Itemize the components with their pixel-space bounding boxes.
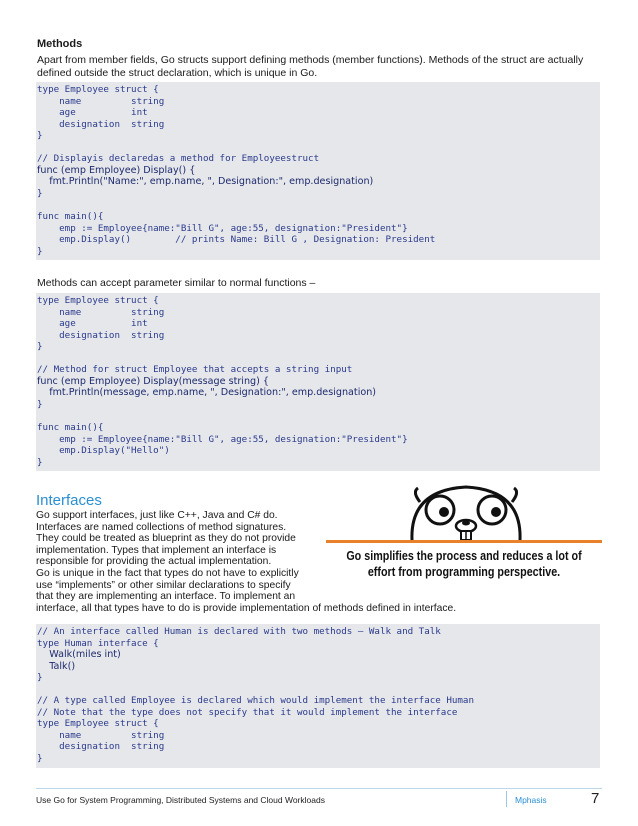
code-line: designation string [37, 741, 165, 753]
footer-separator [506, 791, 507, 807]
section-heading-interfaces: Interfaces [36, 492, 102, 509]
code-comment: // Displayis declaredas a method for Employeestruct [37, 153, 320, 165]
code-comment: // Method for struct Employee that accepts a string input [37, 364, 353, 376]
code-line: fmt.Println(message, emp.name, ", Designation:", emp.designation) [37, 387, 377, 399]
code-block-interfaces [36, 624, 600, 768]
methods-intro-line: Apart from member fields, Go structs support defining methods (member functions). Methods of the struct are actually [37, 54, 584, 66]
code-line [37, 410, 600, 422]
callout-text [345, 548, 582, 580]
code-line: } [37, 341, 43, 353]
code-line: func main(){ [37, 211, 104, 223]
interfaces-line: use “implements” or other similar declarations to specify [36, 579, 291, 591]
methods-intro [37, 54, 603, 80]
section-heading-methods: Methods [37, 38, 83, 50]
callout-line: Go simplifies the process and reduces a lot of [346, 549, 582, 563]
code-line: } [37, 245, 43, 257]
code-line: } [37, 753, 43, 765]
code-line [37, 353, 600, 365]
code-line: } [37, 456, 43, 468]
code-block-method-params [36, 293, 600, 471]
interfaces-line: responsible for providing the actual implementation. [36, 556, 272, 568]
code-line: name string [37, 729, 165, 741]
interfaces-line: Interfaces are named collections of method signatures. [36, 521, 287, 533]
interfaces-line: implementation. Types that implement an interface is [36, 544, 277, 556]
code-line: func main(){ [37, 422, 104, 434]
code-line: name string [37, 306, 165, 318]
code-line [37, 199, 600, 211]
code-line: emp := Employee{name:"Bill G", age:55, designation:"President"} [37, 433, 408, 445]
footer-divider [36, 788, 602, 789]
code-line: type Human interface { [37, 637, 159, 649]
methods-intro-line: defined outside the struct declaration, which is unique in Go. [37, 67, 318, 79]
gopher-callout [326, 482, 602, 588]
code-line: emp := Employee{name:"Bill G", age:55, designation:"President"} [37, 222, 408, 234]
code-line: Talk() [37, 660, 76, 672]
code-line [37, 684, 600, 696]
interfaces-line: They could be treated as blueprint as they do not provide [36, 533, 296, 545]
code-line: } [37, 187, 43, 199]
interfaces-line: that they are implementing an interface. To implement an [36, 591, 296, 603]
callout-line: effort from programming perspective. [367, 565, 561, 579]
code-line: emp.Display("Hello") [37, 445, 170, 457]
code-comment: // Note that the type does not specify that it would implement the interface [37, 706, 458, 718]
code-line: emp.Display() // prints Name: Bill G , Designation: President [37, 234, 436, 246]
code-line: func (emp Employee) Display() { [37, 164, 196, 176]
interfaces-line: Go support interfaces, just like C++, Java and C# do. [36, 510, 278, 521]
code-line: name string [37, 95, 165, 107]
code-line: age int [37, 107, 148, 119]
methods-parameter-text: Methods can accept parameter similar to normal functions – [37, 277, 316, 289]
code-comment: // An interface called Human is declared with two methods – Walk and Talk [37, 626, 441, 637]
code-line: designation string [37, 118, 165, 130]
gopher-mascot-icon [406, 482, 526, 544]
code-line [37, 142, 600, 154]
code-line: fmt.Println("Name:", emp.name, ", Designation:", emp.designation) [37, 176, 374, 188]
page-number: 7 [591, 790, 600, 807]
code-line: designation string [37, 329, 165, 341]
footer-brand: Mphasis [515, 795, 547, 805]
code-line: } [37, 398, 43, 410]
code-line: } [37, 672, 43, 684]
code-line: } [37, 130, 43, 142]
code-line: type Employee struct { [37, 295, 159, 306]
code-comment: // A type called Employee is declared which would implement the interface Human [37, 695, 474, 707]
callout-divider [326, 540, 602, 543]
code-line: type Employee struct { [37, 84, 159, 95]
code-line: Walk(miles int) [37, 649, 121, 661]
code-line: type Employee struct { [37, 718, 159, 730]
code-block-methods [36, 82, 600, 260]
code-line: age int [37, 318, 148, 330]
footer-title: Use Go for System Programming, Distributed Systems and Cloud Workloads [36, 795, 325, 805]
code-line: func (emp Employee) Display(message string) { [37, 375, 270, 387]
interfaces-line: Go is unique in the fact that types do not have to explicitly [36, 567, 299, 579]
interfaces-line: interface, all that types have to do is provide implementation of methods defined in interface. [36, 602, 457, 614]
